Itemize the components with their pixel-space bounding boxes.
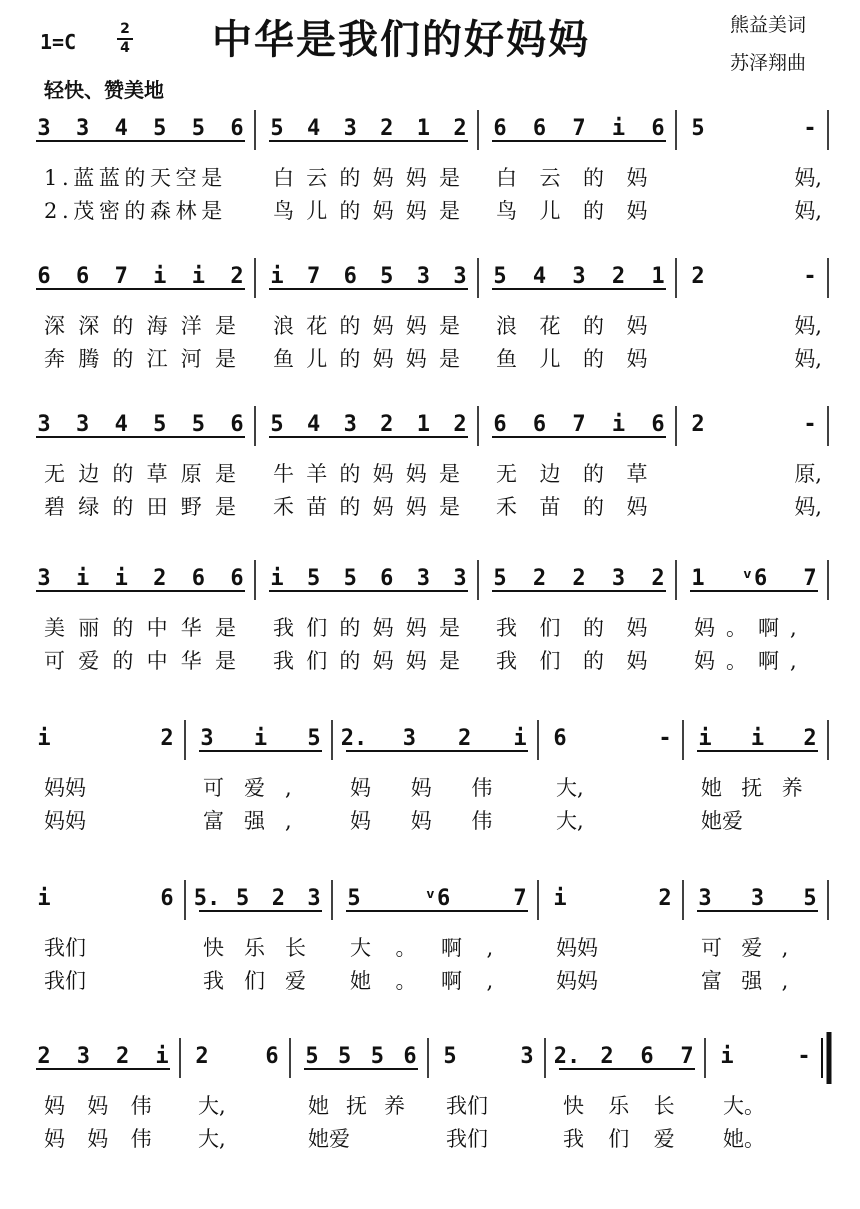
- note: 2: [37, 1044, 51, 1069]
- note: 6: [230, 566, 244, 591]
- note: i: [75, 566, 90, 591]
- lyric-verse1: 我们: [446, 1094, 488, 1118]
- lyric-verse2: 鱼儿的妈妈是: [273, 347, 473, 371]
- lyric-verse2: 妈,: [794, 347, 822, 371]
- note: 6: [651, 116, 665, 141]
- note: 5: [347, 886, 361, 911]
- note: 5: [153, 116, 167, 141]
- note: 3: [453, 264, 467, 289]
- lyric-verse2: 禾苗的妈妈是: [273, 495, 473, 519]
- note: 3: [611, 566, 626, 591]
- lyric-verse1: 1.蓝蓝的天空是: [44, 166, 227, 190]
- note: 3: [750, 886, 765, 911]
- note: 3: [453, 566, 467, 591]
- lyric-verse1: 妈妈伟: [44, 1094, 174, 1118]
- note: 2: [691, 412, 705, 437]
- lyric-verse2: 我们爱: [563, 1127, 699, 1151]
- note: i: [513, 726, 527, 751]
- note: 2: [600, 1044, 614, 1069]
- lyric-verse2: 2.茂密的森林是: [44, 199, 227, 223]
- note: 3: [343, 412, 357, 437]
- note: i: [750, 726, 765, 751]
- lyric-verse1: 白云的妈: [496, 166, 670, 190]
- lyric-verse1: 大。啊,: [350, 936, 518, 960]
- note: 7: [680, 1044, 694, 1069]
- song-title: 中华是我们的好妈妈: [212, 17, 590, 63]
- note: i: [153, 264, 167, 289]
- lyric-verse2: 我们爱: [203, 969, 326, 993]
- note: 2: [153, 566, 167, 591]
- note: 7: [513, 886, 527, 911]
- note: 2: [195, 1044, 209, 1069]
- note: 6: [553, 726, 567, 751]
- time-signature-top: 2: [120, 21, 130, 37]
- note: 2: [271, 886, 285, 911]
- lyric-verse1: 妈妈: [556, 936, 598, 960]
- lyric-verse1: 大,: [198, 1094, 226, 1118]
- note: 4: [114, 116, 128, 141]
- note: 5: [191, 412, 206, 437]
- note: 5: [493, 264, 507, 289]
- lyric-verse2: 妈妈: [44, 809, 86, 833]
- note: 2: [691, 264, 705, 289]
- note: 3: [37, 412, 51, 437]
- note: 2: [160, 726, 174, 751]
- note: 6: [493, 412, 507, 437]
- note: 3: [572, 264, 586, 289]
- lyric-verse1: 深深的海洋是: [44, 314, 250, 338]
- lyric-verse1: 快乐长: [563, 1094, 699, 1118]
- lyric-verse1: 她抚养: [701, 776, 822, 800]
- note: 2: [611, 264, 626, 289]
- note: 2: [658, 886, 672, 911]
- note: 2.: [340, 726, 368, 751]
- note: 6: [380, 566, 394, 591]
- note: 2: [572, 566, 586, 591]
- note: i: [698, 726, 712, 751]
- note: 7: [306, 264, 321, 289]
- note: 5: [236, 886, 250, 911]
- note: 6: [493, 116, 507, 141]
- note: 6: [651, 412, 665, 437]
- note: i: [270, 566, 284, 591]
- lyric-verse1: 可爱,: [203, 776, 312, 800]
- note: 1: [416, 116, 431, 141]
- note: ᵛ6: [423, 886, 451, 911]
- note: 7: [572, 116, 586, 141]
- lyric-verse2: 她。啊,: [350, 969, 518, 993]
- note: 2: [380, 412, 394, 437]
- note: i: [720, 1044, 734, 1069]
- key-signature: 1=C: [40, 30, 77, 54]
- note: 7: [114, 264, 128, 289]
- note: 3: [37, 566, 51, 591]
- lyric-verse2: 我们: [446, 1127, 488, 1151]
- lyric-verse1: 牛羊的妈妈是: [273, 462, 473, 486]
- lyric-verse1: 无边的草: [496, 462, 670, 486]
- note: i: [37, 726, 51, 751]
- note: 2: [380, 116, 394, 141]
- note: 4: [532, 264, 547, 289]
- lyric-verse1: 我们的妈妈是: [273, 616, 473, 640]
- note: 5: [443, 1044, 457, 1069]
- note: 3: [200, 726, 214, 751]
- note: 1: [651, 264, 665, 289]
- note: -: [803, 412, 817, 437]
- lyric-verse2: 她爱: [308, 1127, 350, 1151]
- note: 3: [343, 116, 357, 141]
- note: -: [803, 264, 817, 289]
- lyric-verse1: 妈。啊,: [694, 616, 808, 640]
- note: 5: [270, 116, 284, 141]
- lyric-verse2: 碧绿的田野是: [44, 495, 250, 519]
- lyric-verse2: 鸟儿的妈妈是: [273, 199, 473, 223]
- note: 5: [380, 264, 394, 289]
- note: 5: [338, 1044, 352, 1069]
- note: i: [114, 566, 128, 591]
- lyric-verse1: 美丽的中华是: [44, 616, 250, 640]
- note: 5.: [193, 886, 221, 911]
- note: 4: [306, 116, 321, 141]
- lyric-verse2: 妈妈伟: [44, 1127, 174, 1151]
- lyric-verse2: 禾苗的妈: [496, 495, 670, 519]
- lyric-verse2: 我们的妈: [496, 649, 670, 673]
- note: 3: [75, 412, 90, 437]
- lyric-verse2: 她爱: [701, 809, 743, 833]
- lyric-verse1: 妈,: [794, 314, 822, 338]
- lyric-verse2: 我们: [44, 969, 86, 993]
- lyric-verse1: 她抚养: [308, 1094, 422, 1118]
- note: ᵛ6: [740, 566, 768, 591]
- lyric-verse1: 我们的妈: [496, 616, 670, 640]
- note: 5: [153, 412, 167, 437]
- note: 6: [37, 264, 51, 289]
- lyric-verse2: 妈妈: [556, 969, 598, 993]
- note: 2: [230, 264, 244, 289]
- note: 6: [343, 264, 357, 289]
- note: 4: [114, 412, 128, 437]
- note: 5: [270, 412, 284, 437]
- note: 3: [402, 726, 416, 751]
- lyric-verse1: 妈,: [794, 166, 822, 190]
- note: 5: [191, 116, 206, 141]
- lyric-verse1: 大。: [723, 1094, 765, 1118]
- note: 6: [640, 1044, 654, 1069]
- lyric-verse2: 大,: [556, 809, 584, 833]
- lyric-verse2: 她。: [723, 1127, 765, 1151]
- lyric-verse2: 妈妈伟: [350, 809, 533, 833]
- note: 5: [691, 116, 705, 141]
- lyric-verse1: 原,: [794, 462, 822, 486]
- note: 6: [191, 566, 206, 591]
- note: i: [611, 116, 626, 141]
- note: 3: [520, 1044, 534, 1069]
- note: i: [191, 264, 206, 289]
- note: 7: [803, 566, 817, 591]
- lyricist-credit: 熊益美词: [730, 14, 807, 36]
- note: 5: [343, 566, 357, 591]
- lyric-verse2: 妈,: [794, 199, 822, 223]
- note: -: [658, 726, 672, 751]
- note: 2: [453, 412, 467, 437]
- lyric-verse2: 鸟儿的妈: [496, 199, 670, 223]
- note: 3: [76, 1044, 90, 1069]
- note: 2: [651, 566, 665, 591]
- note: 6: [532, 116, 547, 141]
- composer-credit: 苏泽翔曲: [730, 52, 807, 74]
- note: -: [797, 1044, 811, 1069]
- note: 6: [230, 116, 244, 141]
- note: 2: [116, 1044, 130, 1069]
- lyric-verse1: 快乐长: [203, 936, 326, 960]
- lyric-verse1: 浪花的妈: [496, 314, 670, 338]
- lyric-verse1: 无边的草原是: [44, 462, 250, 486]
- lyric-verse2: 妈,: [794, 495, 822, 519]
- lyric-verse2: 富强,: [203, 809, 312, 833]
- note: 5: [306, 566, 321, 591]
- note: 5: [305, 1044, 319, 1069]
- lyric-verse2: 奔腾的江河是: [44, 347, 250, 371]
- note: 6: [160, 886, 174, 911]
- note: 2: [453, 116, 467, 141]
- note: 3: [416, 566, 431, 591]
- lyric-verse2: 妈。啊,: [694, 649, 808, 673]
- note: 6: [532, 412, 547, 437]
- note: 4: [306, 412, 321, 437]
- note: 6: [265, 1044, 279, 1069]
- note: 6: [230, 412, 244, 437]
- note: 7: [572, 412, 586, 437]
- lyric-verse1: 大,: [556, 776, 584, 800]
- note: 1: [691, 566, 705, 591]
- lyric-verse1: 浪花的妈妈是: [273, 314, 473, 338]
- lyric-verse2: 可爱的中华是: [44, 649, 250, 673]
- note: 5: [370, 1044, 384, 1069]
- note: 3: [698, 886, 712, 911]
- lyric-verse2: 鱼儿的妈: [496, 347, 670, 371]
- note: i: [253, 726, 268, 751]
- lyric-verse2: 我们的妈妈是: [273, 649, 473, 673]
- lyric-verse1: 妈妈: [44, 776, 86, 800]
- note: i: [553, 886, 567, 911]
- note: 3: [307, 886, 321, 911]
- time-signature-bottom: 4: [120, 40, 130, 56]
- note: 5: [307, 726, 321, 751]
- tempo-marking: 轻快、赞美地: [44, 78, 164, 102]
- note: 5: [493, 566, 507, 591]
- note: 2: [532, 566, 547, 591]
- note: i: [270, 264, 284, 289]
- lyric-verse2: 大,: [198, 1127, 226, 1151]
- note: 2: [803, 726, 817, 751]
- note: i: [155, 1044, 169, 1069]
- note: 6: [403, 1044, 417, 1069]
- lyric-verse2: 富强,: [701, 969, 808, 993]
- note: 6: [75, 264, 90, 289]
- note: -: [803, 116, 817, 141]
- note: 5: [803, 886, 817, 911]
- note: i: [611, 412, 626, 437]
- note: 3: [416, 264, 431, 289]
- lyric-verse1: 白云的妈妈是: [273, 166, 473, 190]
- note: 2.: [553, 1044, 581, 1069]
- note: i: [37, 886, 51, 911]
- note: 1: [416, 412, 431, 437]
- lyric-verse1: 可爱,: [701, 936, 808, 960]
- note: 3: [37, 116, 51, 141]
- note: 3: [75, 116, 90, 141]
- lyric-verse1: 我们: [44, 936, 86, 960]
- lyric-verse1: 妈妈伟: [350, 776, 533, 800]
- note: 2: [458, 726, 472, 751]
